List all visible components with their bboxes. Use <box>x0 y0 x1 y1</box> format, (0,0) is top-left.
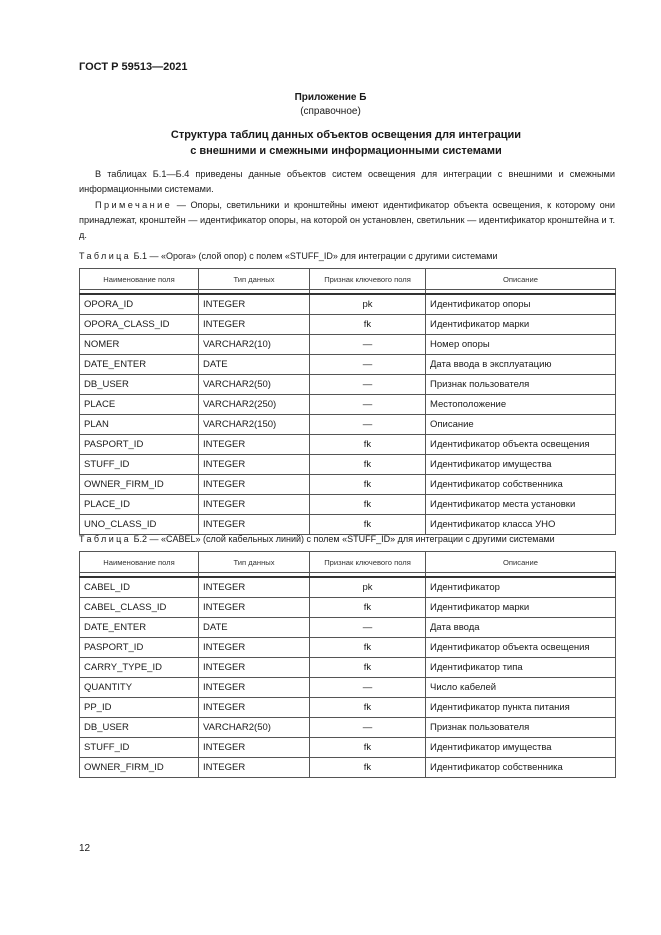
table-cell: fk <box>310 495 426 515</box>
annex-subtitle: (справочное) <box>300 106 361 117</box>
table-row <box>80 718 616 738</box>
table-row <box>80 738 616 758</box>
table-cell: CABEL_CLASS_ID <box>80 598 199 618</box>
table-cell: fk <box>310 698 426 718</box>
table-cell: DATE <box>199 355 310 375</box>
table-cell: VARCHAR2(50) <box>199 375 310 395</box>
table-cell: fk <box>310 738 426 758</box>
table-cell: Идентификатор марки <box>426 598 616 618</box>
table-cell: — <box>310 618 426 638</box>
column-header: Тип данных <box>199 269 310 290</box>
table-cell: OPORA_ID <box>80 294 199 315</box>
table-cell: INTEGER <box>199 638 310 658</box>
table-cell: VARCHAR2(250) <box>199 395 310 415</box>
table-row <box>80 294 616 315</box>
table-cell: Дата ввода <box>426 618 616 638</box>
table-cell: DB_USER <box>80 375 199 395</box>
table-cell: Идентификатор собственника <box>426 758 616 778</box>
table-cell: INTEGER <box>199 598 310 618</box>
table-cell: fk <box>310 475 426 495</box>
table-row <box>80 618 616 638</box>
table-row <box>80 455 616 475</box>
table-2-caption <box>79 534 619 544</box>
table-cell: PLACE_ID <box>80 495 199 515</box>
section-title-line-2: с внешними и смежными информационными системами <box>190 145 502 157</box>
column-header: Описание <box>426 552 616 573</box>
table-row <box>80 577 616 598</box>
table-cell: QUANTITY <box>80 678 199 698</box>
table-cell: Идентификатор места установки <box>426 495 616 515</box>
table-row <box>80 435 616 455</box>
table-cell: OPORA_CLASS_ID <box>80 315 199 335</box>
table-row <box>80 415 616 435</box>
column-header: Наименование поля <box>80 269 199 290</box>
table-cell: — <box>310 678 426 698</box>
table-cell: fk <box>310 315 426 335</box>
table-cell: STUFF_ID <box>80 455 199 475</box>
table-cell: INTEGER <box>199 678 310 698</box>
table-cell: — <box>310 718 426 738</box>
table-cell: NOMER <box>80 335 199 355</box>
table-cell: Дата ввода в эксплуатацию <box>426 355 616 375</box>
table-cell: Идентификатор марки <box>426 315 616 335</box>
table-cell: INTEGER <box>199 698 310 718</box>
table-cell: INTEGER <box>199 315 310 335</box>
standard-number: ГОСТ Р 59513—2021 <box>79 61 188 73</box>
table-cell: — <box>310 415 426 435</box>
table-cell: fk <box>310 515 426 535</box>
table-cell: Число кабелей <box>426 678 616 698</box>
table-cell: OWNER_FIRM_ID <box>80 758 199 778</box>
table-cell: Местоположение <box>426 395 616 415</box>
table-cell: — <box>310 375 426 395</box>
table-cell: PLACE <box>80 395 199 415</box>
table-cell: Идентификатор собственника <box>426 475 616 495</box>
column-header: Тип данных <box>199 552 310 573</box>
table-cell: INTEGER <box>199 758 310 778</box>
table-2-caption-text: Б.2 — «CABEL» (слой кабельных линий) с полем «STUFF_ID» для интеграции с другими системами <box>131 534 555 544</box>
table-cell: VARCHAR2(150) <box>199 415 310 435</box>
table-cell: DATE_ENTER <box>80 618 199 638</box>
table-cell: DATE_ENTER <box>80 355 199 375</box>
table-cell: Идентификатор типа <box>426 658 616 678</box>
note-paragraph <box>79 198 615 243</box>
table-cell: VARCHAR2(50) <box>199 718 310 738</box>
table-cell: UNO_CLASS_ID <box>80 515 199 535</box>
table-cell: fk <box>310 658 426 678</box>
table-cell: Идентификатор объекта освещения <box>426 638 616 658</box>
table-header-row <box>80 269 616 290</box>
table-row <box>80 395 616 415</box>
column-header: Наименование поля <box>80 552 199 573</box>
table-row <box>80 658 616 678</box>
table-cell: OWNER_FIRM_ID <box>80 475 199 495</box>
table-cell: pk <box>310 294 426 315</box>
table-row <box>80 698 616 718</box>
table-cell: Идентификатор <box>426 577 616 598</box>
column-header: Описание <box>426 269 616 290</box>
table-cell: — <box>310 395 426 415</box>
column-header: Признак ключевого поля <box>310 269 426 290</box>
table-row <box>80 598 616 618</box>
table-cell: fk <box>310 638 426 658</box>
table-cell: Признак пользователя <box>426 718 616 738</box>
table-1-caption <box>79 251 619 261</box>
table-row <box>80 678 616 698</box>
table-cell: PASPORT_ID <box>80 435 199 455</box>
table-cell: CARRY_TYPE_ID <box>80 658 199 678</box>
section-title-line-1: Структура таблиц данных объектов освещения для интеграции <box>170 129 522 141</box>
table-cell: Идентификатор опоры <box>426 294 616 315</box>
table-cell: Идентификатор пункта питания <box>426 698 616 718</box>
table-cell: Идентификатор имущества <box>426 738 616 758</box>
table-1-caption-text: Б.1 — «Opora» (слой опор) с полем «STUFF_ID» для интеграции с другими системами <box>131 251 498 261</box>
table-cell: Признак пользователя <box>426 375 616 395</box>
table-cell: fk <box>310 598 426 618</box>
table-cell: PLAN <box>80 415 199 435</box>
table-row <box>80 375 616 395</box>
table-cell: Идентификатор объекта освещения <box>426 435 616 455</box>
table-header-row <box>80 552 616 573</box>
note-text: — Опоры, светильники и кронштейны имеют идентификатор объекта освещения, к которому они принадлежат, кронштейн — идентификатор опоры, на которой он установлен, светильник — идентификатор кронштейна и т. д. <box>79 200 615 240</box>
table-cell: CABEL_ID <box>80 577 199 598</box>
table-cell: INTEGER <box>199 294 310 315</box>
table-cell: STUFF_ID <box>80 738 199 758</box>
table-cell: INTEGER <box>199 475 310 495</box>
table-cell: Идентификатор имущества <box>426 455 616 475</box>
table-cell: INTEGER <box>199 577 310 598</box>
table-cell: INTEGER <box>199 435 310 455</box>
table-cell: PASPORT_ID <box>80 638 199 658</box>
note-label: Примечание <box>95 200 173 210</box>
table-cell: DATE <box>199 618 310 638</box>
table-cell: pk <box>310 577 426 598</box>
table-cell: Идентификатор класса УНО <box>426 515 616 535</box>
table-cell: DB_USER <box>80 718 199 738</box>
table-cell: — <box>310 335 426 355</box>
table-2-caption-label: Таблица <box>79 534 132 544</box>
table-row <box>80 475 616 495</box>
table-cell: VARCHAR2(10) <box>199 335 310 355</box>
table-cell: INTEGER <box>199 738 310 758</box>
table-cell: Описание <box>426 415 616 435</box>
table-2 <box>79 551 616 778</box>
table-cell: Номер опоры <box>426 335 616 355</box>
table-cell: INTEGER <box>199 515 310 535</box>
table-row <box>80 495 616 515</box>
table-row <box>80 355 616 375</box>
table-cell: INTEGER <box>199 495 310 515</box>
table-row <box>80 335 616 355</box>
table-1 <box>79 268 616 535</box>
table-cell: — <box>310 355 426 375</box>
table-row <box>80 315 616 335</box>
page-number: 12 <box>79 843 91 854</box>
table-row <box>80 638 616 658</box>
annex-title: Приложение Б <box>294 92 367 103</box>
table-cell: fk <box>310 758 426 778</box>
table-1-caption-label: Таблица <box>79 251 132 261</box>
table-row <box>80 758 616 778</box>
table-cell: PP_ID <box>80 698 199 718</box>
intro-paragraph: В таблицах Б.1—Б.4 приведены данные объектов систем освещения для интеграции с внешними и смежными информационными системами. <box>79 169 615 194</box>
table-cell: INTEGER <box>199 455 310 475</box>
table-cell: INTEGER <box>199 658 310 678</box>
table-cell: fk <box>310 455 426 475</box>
table-row <box>80 515 616 535</box>
table-cell: fk <box>310 435 426 455</box>
column-header: Признак ключевого поля <box>310 552 426 573</box>
